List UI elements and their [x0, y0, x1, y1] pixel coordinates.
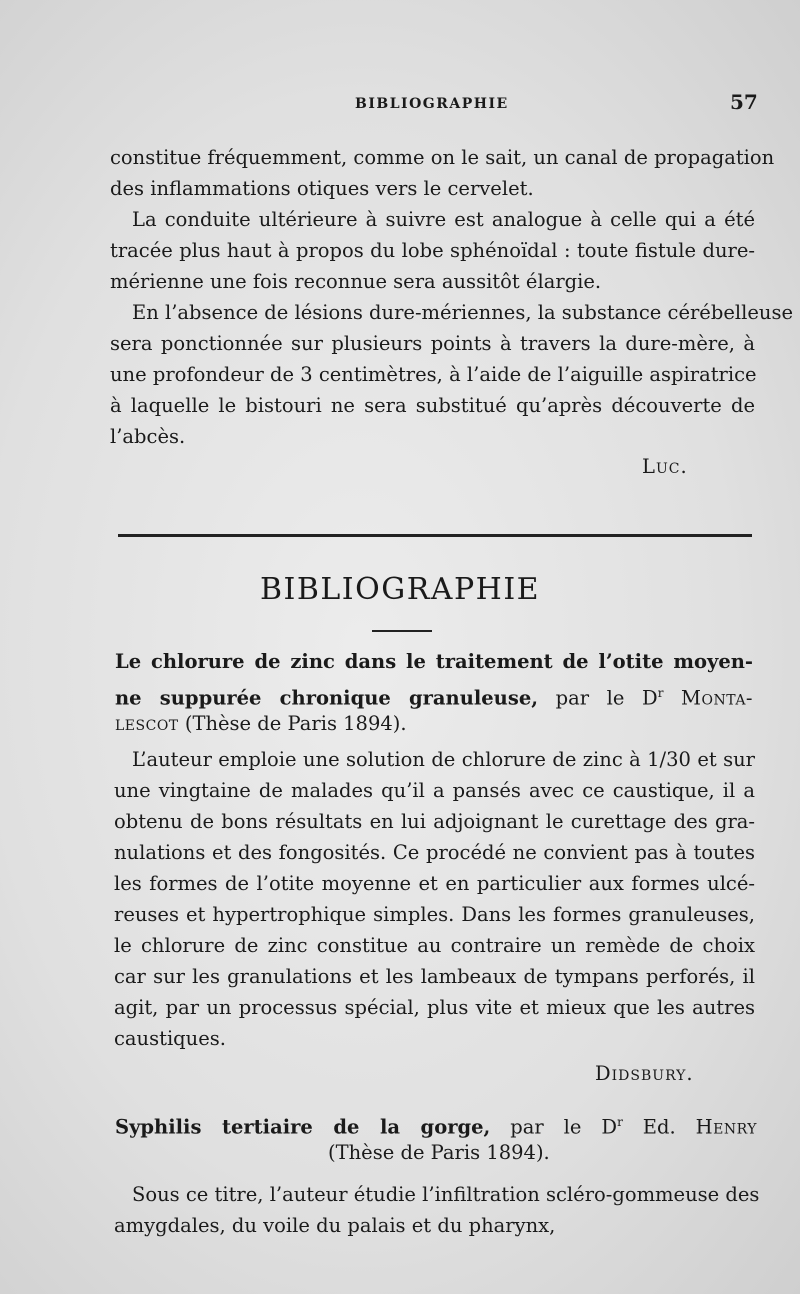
text-line: les formes de l’otite moyenne et en particulier aux formes ulcé-	[114, 872, 755, 895]
section-title: BIBLIOGRAPHIE	[259, 572, 541, 607]
entry-source: (Thèse de Paris 1894).	[328, 1141, 550, 1164]
text-line: L’auteur emploie une solution de chlorure de zinc à 1/30 et sur	[132, 748, 755, 771]
text-line: constitue fréquemment, comme on le sait, un canal de propagation	[110, 146, 775, 169]
entry-title-line	[115, 1110, 757, 1140]
text-line: nulations et des fongosités. Ce procédé ne convient pas à toutes	[114, 841, 755, 864]
text-line: mérienne une fois reconnue sera aussitôt élargie.	[110, 270, 602, 293]
section-divider	[118, 534, 752, 537]
text-line: amygdales, du voile du palais et du pharynx,	[114, 1214, 556, 1237]
author-name-cont: lescot	[115, 712, 179, 735]
text-line: agit, par un processus spécial, plus vite et mieux que les autres	[114, 996, 755, 1019]
running-header: BIBLIOGRAPHIE	[355, 96, 509, 112]
entry-title-by: par le D	[538, 686, 658, 710]
entry-title-line2	[115, 681, 753, 711]
entry-source: (Thèse de Paris 1894).	[178, 712, 407, 735]
text-line: car sur les granulations et les lambeaux de tympans perforés, il	[114, 965, 755, 988]
author-name: Monta-	[681, 686, 754, 710]
text-line: une vingtaine de malades qu’il a pansés avec ce caustique, il a	[114, 779, 755, 802]
signature-luc: Luc.	[642, 455, 688, 478]
text-line: Sous ce titre, l’auteur étudie l’infiltration scléro-gommeuse des	[132, 1183, 760, 1206]
entry-title-by: par le D	[490, 1115, 618, 1139]
text-line: à laquelle le bistouri ne sera substitué qu’après découverte de	[110, 394, 755, 417]
entry-title-bold: ne suppurée chronique granuleuse,	[115, 686, 539, 710]
signature-didsbury: Didsbury.	[595, 1062, 694, 1085]
text-line: obtenu de bons résultats en lui adjoignant le curettage des gra-	[114, 810, 755, 833]
text-line: La conduite ultérieure à suivre est analogue à celle qui a été	[132, 208, 755, 231]
text-line: sera ponctionnée sur plusieurs points à travers la dure-mère, à	[110, 332, 755, 355]
text-line: tracée plus haut à propos du lobe sphénoïdal : toute fistule dure-	[110, 239, 755, 262]
title-superscript: r	[657, 686, 664, 700]
author-first: Ed.	[622, 1115, 696, 1139]
title-underline	[372, 630, 432, 632]
text-line: l’abcès.	[110, 425, 186, 448]
page-number: 57	[730, 90, 758, 114]
entry-author-line	[115, 712, 760, 736]
title-superscript: r	[617, 1115, 623, 1129]
text-line: reuses et hypertrophique simples. Dans les formes granuleuses,	[114, 903, 755, 926]
text-line: En l’absence de lésions dure-mériennes, la substance cérébelleuse	[132, 301, 793, 324]
text-line: le chlorure de zinc constitue au contraire un remède de choix	[114, 934, 755, 957]
entry-title: Le chlorure de zinc dans le traitement de l’otite moyen-	[115, 650, 753, 673]
entry-title-bold: Syphilis tertiaire de la gorge,	[115, 1115, 491, 1139]
text-line: des inflammations otiques vers le cervelet.	[110, 177, 534, 200]
text-line: une profondeur de 3 centimètres, à l’aide de l’aiguille aspiratrice	[110, 363, 757, 386]
author-name: Henry	[695, 1115, 757, 1139]
text-line: caustiques.	[114, 1027, 226, 1050]
